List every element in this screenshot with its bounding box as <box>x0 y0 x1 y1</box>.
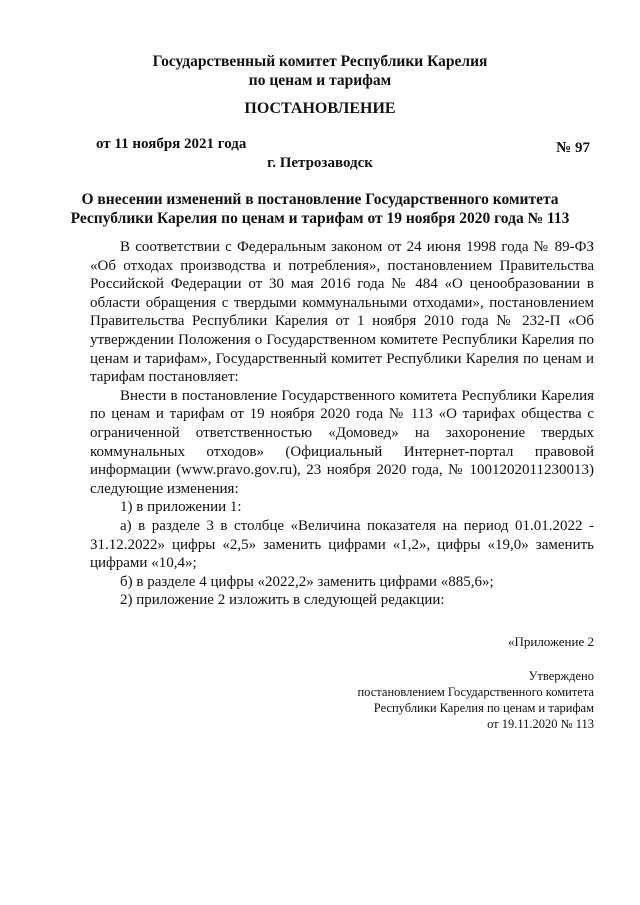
org-name-line1: Государственный комитет Республики Карелия <box>152 53 488 70</box>
preamble-paragraph: В соответствии с Федеральным законом от 24 июня 1998 года № 89-ФЗ «Об отходах производства и потребления», постановлением Правительства Российской Федерации от 30 мая 2016 года № 484 «О ценообразовании в области обращения с твердыми коммунальными отходами», постановлением Правительства Республики Карелия от 1 ноября 2010 года № 232-П «Об утверждении Положения о Государственном комитете Республики Карелия по ценам и тарифам», Государственный комитет Республики Карелия по ценам и тарифам постановляет: <box>90 239 594 386</box>
title-line2: Республики Карелия по ценам и тарифам от 19 ноября 2020 года № 113 <box>70 210 570 227</box>
decision-paragraph: Внести в постановление Государственного комитета Республики Карелия по ценам и тарифам от 19 ноября 2020 года № 113 «О тарифах общества с ограниченной ответственностью «Домовед» на захоронение твердых коммунальных отходов» (Официальный Интернет-портал правовой информации (www.pravo.gov.ru), 23 ноября 2020 года, № 1001202011230013) следующие изменения: <box>90 387 594 497</box>
approval-line2: Республики Карелия по ценам и тарифам <box>373 701 594 715</box>
item-1a: а) в разделе 3 в столбце «Величина показателя на период 01.01.2022 - 31.12.2022» цифры «2,5» заменить цифрами «1,2», цифры «19,0» заменить цифрами «10,4»; <box>90 517 594 572</box>
approval-line1: постановлением Государственного комитета <box>357 685 594 699</box>
document-body <box>90 238 594 610</box>
document-number: № 97 <box>556 140 590 156</box>
document-city: г. Петрозаводск <box>267 155 373 171</box>
item-2: 2) приложение 2 изложить в следующей редакции: <box>120 592 445 609</box>
document-date: от 11 ноября 2021 года <box>96 136 247 152</box>
approval-line3: от 19.11.2020 № 113 <box>487 717 594 731</box>
document-type: ПОСТАНОВЛЕНИЕ <box>244 100 396 117</box>
title-line1: О внесении изменений в постановление Государственного комитета <box>81 191 559 208</box>
appendix-label: «Приложение 2 <box>507 634 594 649</box>
approved-label: Утверждено <box>528 669 594 683</box>
item-1b: б) в разделе 4 цифры «2022,2» заменить цифрами «885,6»; <box>120 573 494 590</box>
issuing-organization <box>0 52 640 90</box>
org-name-line2: по ценам и тарифам <box>248 72 392 89</box>
item-1: 1) в приложении 1: <box>120 499 242 516</box>
document-title <box>0 190 640 228</box>
approval-block <box>357 668 594 732</box>
